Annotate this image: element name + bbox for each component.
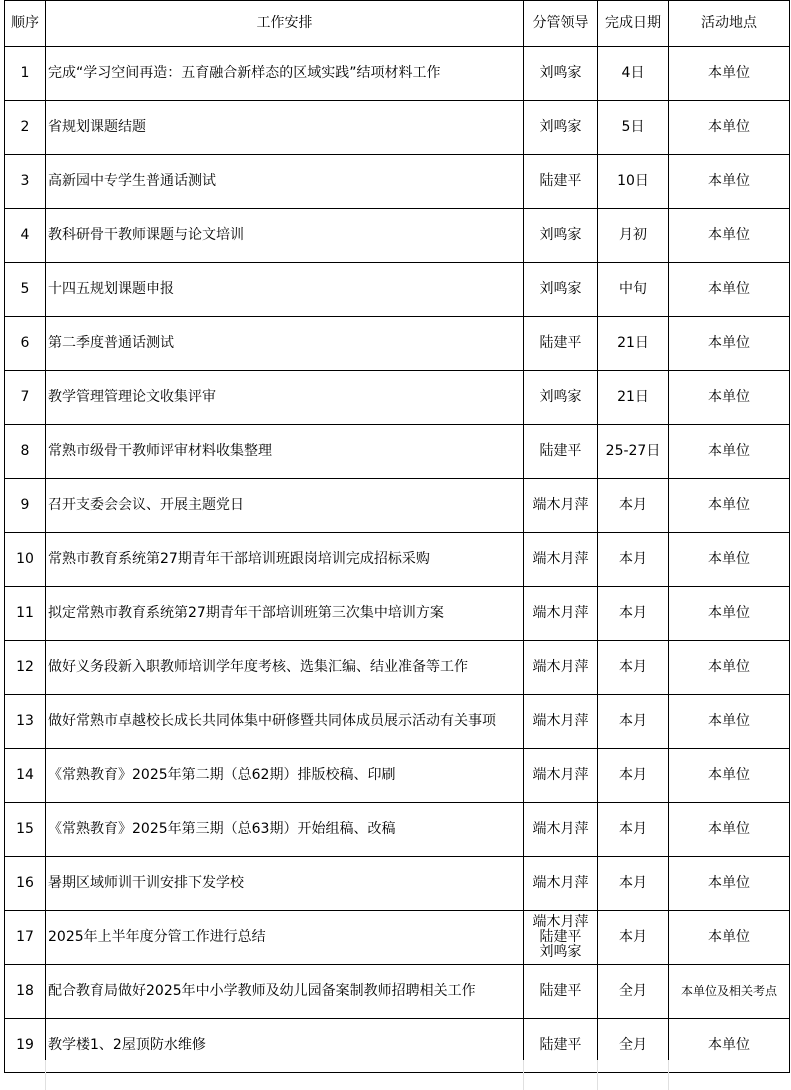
table-row [5, 101, 790, 155]
leader-cell: 端木月萍 [524, 533, 598, 587]
task-cell: 教科研骨干教师课题与论文培训 [46, 209, 524, 263]
leader-cell: 端木月萍 [524, 479, 598, 533]
date-cell: 本月 [598, 695, 669, 749]
location-cell: 本单位及相关考点 [669, 965, 790, 1019]
header-task: 工作安排 [46, 1, 524, 47]
seq-cell: 13 [5, 695, 46, 749]
date-cell: 全月 [598, 965, 669, 1019]
task-cell: 暑期区域师训干训安排下发学校 [46, 857, 524, 911]
leader-cell: 端木月萍 [524, 641, 598, 695]
date-cell: 本月 [598, 533, 669, 587]
leader-cell: 陆建平 [524, 425, 598, 479]
header-leader: 分管领导 [524, 1, 598, 47]
table-row [5, 263, 790, 317]
leader-cell: 刘鸣家 [524, 47, 598, 101]
date-cell: 5日 [598, 101, 669, 155]
date-cell: 21日 [598, 371, 669, 425]
location-cell: 本单位 [669, 371, 790, 425]
date-cell: 4日 [598, 47, 669, 101]
header-location: 活动地点 [669, 1, 790, 47]
header-seq: 顺序 [5, 1, 46, 47]
seq-cell: 11 [5, 587, 46, 641]
table-row [5, 803, 790, 857]
leader-cell: 陆建平 [524, 317, 598, 371]
leader-cell: 刘鸣家 [524, 263, 598, 317]
task-cell: 召开支委会会议、开展主题党日 [46, 479, 524, 533]
table-row [5, 425, 790, 479]
seq-cell: 1 [5, 47, 46, 101]
location-cell: 本单位 [669, 317, 790, 371]
seq-cell: 16 [5, 857, 46, 911]
seq-cell: 15 [5, 803, 46, 857]
seq-cell: 3 [5, 155, 46, 209]
leader-cell: 陆建平 [524, 1019, 598, 1073]
task-cell: 拟定常熟市教育系统第27期青年干部培训班第三次集中培训方案 [46, 587, 524, 641]
location-cell: 本单位 [669, 209, 790, 263]
date-cell: 本月 [598, 479, 669, 533]
seq-cell: 18 [5, 965, 46, 1019]
date-cell: 25-27日 [598, 425, 669, 479]
date-cell: 月初 [598, 209, 669, 263]
seq-cell: 12 [5, 641, 46, 695]
location-cell: 本单位 [669, 479, 790, 533]
task-cell: 教学楼1、2屋顶防水维修 [46, 1019, 524, 1073]
seq-cell: 10 [5, 533, 46, 587]
leader-cell: 陆建平 [524, 155, 598, 209]
header-row [5, 1, 790, 47]
table-row [5, 749, 790, 803]
leader-cell [524, 911, 598, 965]
location-cell: 本单位 [669, 749, 790, 803]
table-row [5, 641, 790, 695]
table-row [5, 695, 790, 749]
task-cell: 教学管理管理论文收集评审 [46, 371, 524, 425]
date-cell: 本月 [598, 587, 669, 641]
table-row [5, 965, 790, 1019]
table-row [5, 209, 790, 263]
date-cell: 全月 [598, 1019, 669, 1073]
task-cell: 《常熟教育》2025年第三期（总63期）开始组稿、改稿 [46, 803, 524, 857]
date-cell: 中旬 [598, 263, 669, 317]
date-cell: 本月 [598, 803, 669, 857]
location-cell: 本单位 [669, 857, 790, 911]
location-cell: 本单位 [669, 47, 790, 101]
table-row [5, 371, 790, 425]
seq-cell: 5 [5, 263, 46, 317]
table-row [5, 155, 790, 209]
location-cell: 本单位 [669, 155, 790, 209]
location-cell: 本单位 [669, 911, 790, 965]
seq-cell: 19 [5, 1019, 46, 1073]
task-cell: 十四五规划课题申报 [46, 263, 524, 317]
seq-cell: 17 [5, 911, 46, 965]
leader-cell: 陆建平 [524, 965, 598, 1019]
task-cell: 常熟市级骨干教师评审材料收集整理 [46, 425, 524, 479]
date-cell: 本月 [598, 911, 669, 965]
table-row [5, 911, 790, 965]
leader-cell: 端木月萍 [524, 857, 598, 911]
task-cell: 《常熟教育》2025年第二期（总62期）排版校稿、印刷 [46, 749, 524, 803]
leader-cell: 端木月萍 [524, 803, 598, 857]
table-row [5, 857, 790, 911]
seq-cell: 7 [5, 371, 46, 425]
leader-line: 陆建平 [539, 929, 582, 945]
task-cell: 做好义务段新入职教师培训学年度考核、选集汇编、结业准备等工作 [46, 641, 524, 695]
seq-cell: 4 [5, 209, 46, 263]
header-date: 完成日期 [598, 1, 669, 47]
location-cell: 本单位 [669, 101, 790, 155]
location-cell: 本单位 [669, 263, 790, 317]
leader-cell: 端木月萍 [524, 695, 598, 749]
date-cell: 本月 [598, 857, 669, 911]
leader-cell: 端木月萍 [524, 587, 598, 641]
seq-cell: 8 [5, 425, 46, 479]
leader-line: 端木月萍 [532, 914, 589, 930]
leader-cell: 端木月萍 [524, 749, 598, 803]
date-cell: 本月 [598, 641, 669, 695]
date-cell: 21日 [598, 317, 669, 371]
task-cell: 做好常熟市卓越校长成长共同体集中研修暨共同体成员展示活动有关事项 [46, 695, 524, 749]
location-cell: 本单位 [669, 425, 790, 479]
date-cell: 本月 [598, 749, 669, 803]
leader-cell: 刘鸣家 [524, 101, 598, 155]
leader-cell: 刘鸣家 [524, 209, 598, 263]
task-cell: 高新园中专学生普通话测试 [46, 155, 524, 209]
table-row [5, 317, 790, 371]
spreadsheet-gridlines [0, 1060, 791, 1090]
seq-cell: 6 [5, 317, 46, 371]
table-row [5, 587, 790, 641]
leader-line: 刘鸣家 [539, 944, 582, 960]
task-cell: 第二季度普通话测试 [46, 317, 524, 371]
work-schedule-table [4, 0, 790, 1073]
table-row [5, 479, 790, 533]
location-cell: 本单位 [669, 587, 790, 641]
seq-cell: 9 [5, 479, 46, 533]
leader-cell: 刘鸣家 [524, 371, 598, 425]
location-cell: 本单位 [669, 695, 790, 749]
seq-cell: 2 [5, 101, 46, 155]
location-cell: 本单位 [669, 803, 790, 857]
location-cell: 本单位 [669, 1019, 790, 1073]
date-cell: 10日 [598, 155, 669, 209]
task-cell: 配合教育局做好2025年中小学教师及幼儿园备案制教师招聘相关工作 [46, 965, 524, 1019]
task-cell: 完成“学习空间再造：五育融合新样态的区域实践”结项材料工作 [46, 47, 524, 101]
table-row [5, 533, 790, 587]
task-cell: 省规划课题结题 [46, 101, 524, 155]
table-row [5, 47, 790, 101]
task-cell: 常熟市教育系统第27期青年干部培训班跟岗培训完成招标采购 [46, 533, 524, 587]
task-cell: 2025年上半年度分管工作进行总结 [46, 911, 524, 965]
location-cell: 本单位 [669, 533, 790, 587]
seq-cell: 14 [5, 749, 46, 803]
location-cell: 本单位 [669, 641, 790, 695]
